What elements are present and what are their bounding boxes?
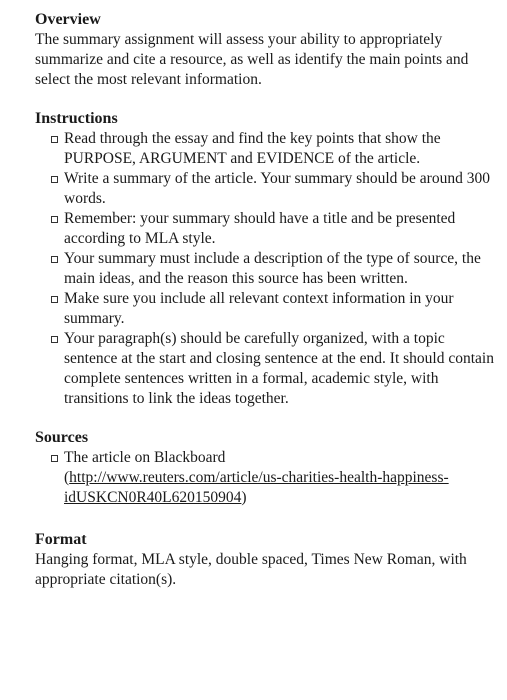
link-close-paren: ) [241, 489, 247, 506]
instruction-item [35, 209, 495, 249]
instructions-heading: Instructions [35, 110, 118, 127]
instruction-text: Your paragraph(s) should be carefully organized, with a topic sentence at the start and closing sentence at the end. It should contain complete sentences written in a formal, academic style, with transitions to link the ideas together. [64, 330, 494, 407]
overview-text: The summary assignment will assess your ability to appropriately summarize and cite a resource, as well as identify the main points and select the most relevant information. [35, 31, 469, 88]
instruction-item [35, 289, 495, 329]
instruction-text: Your summary must include a description of the type of source, the main ideas, and the reason this source has been written. [64, 250, 481, 287]
instruction-text: Write a summary of the article. Your summary should be around 300 words. [64, 170, 490, 207]
format-heading: Format [35, 531, 87, 548]
instruction-item [35, 249, 495, 289]
instructions-list [35, 129, 495, 409]
instruction-text: Make sure you include all relevant context information in your summary. [64, 290, 454, 327]
source-item [35, 448, 495, 508]
overview-section [35, 10, 495, 90]
instruction-item [35, 329, 495, 409]
format-section [35, 530, 495, 590]
checkbox-icon [51, 256, 58, 263]
sources-section [35, 428, 495, 508]
checkbox-icon [51, 296, 58, 303]
document-page [35, 10, 495, 609]
article-link[interactable]: http://www.reuters.com/article/us-charities-health-happiness-idUSKCN0R40L620150904 [64, 469, 449, 506]
overview-heading: Overview [35, 11, 101, 28]
instruction-text: Read through the essay and find the key points that show the PURPOSE, ARGUMENT and EVIDENCE of the article. [64, 130, 441, 167]
instruction-text: Remember: your summary should have a title and be presented according to MLA style. [64, 210, 456, 247]
checkbox-icon [51, 176, 58, 183]
checkbox-icon [51, 216, 58, 223]
sources-heading: Sources [35, 429, 89, 446]
instructions-section [35, 109, 495, 409]
link-open-paren: ( [64, 469, 70, 486]
sources-list [35, 448, 495, 508]
instruction-item [35, 129, 495, 169]
checkbox-icon [51, 336, 58, 343]
checkbox-icon [51, 455, 58, 462]
source-text: The article on Blackboard [64, 449, 226, 466]
format-text: Hanging format, MLA style, double spaced, Times New Roman, with appropriate citation(s). [35, 551, 467, 588]
instruction-item [35, 169, 495, 209]
checkbox-icon [51, 136, 58, 143]
